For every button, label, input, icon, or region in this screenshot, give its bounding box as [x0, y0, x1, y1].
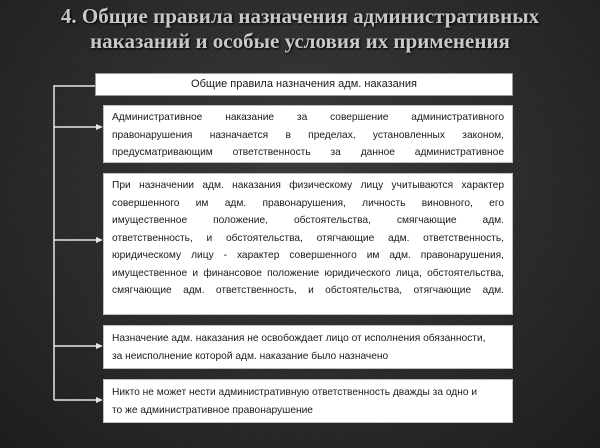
- arrowhead-4: [96, 397, 103, 403]
- rule-box-2-line-3: имущественное положение, обстоятельства, смягчающие адм.: [112, 215, 504, 226]
- rule-box-1-line-2: правонарушения назначается в пределах, установленных законом,: [112, 129, 504, 141]
- diagram-header-label: Общие правила назначения адм. наказания: [191, 78, 417, 90]
- diagram-header-box: [95, 73, 513, 96]
- arrowhead-2: [96, 237, 103, 243]
- rule-box-3-line-1: Назначение адм. наказания не освобождает лицо от исполнения обязанности,: [112, 333, 486, 344]
- rule-box-1-line-3: предусматривающим ответственность за данное административное: [112, 147, 504, 158]
- rule-box-2-line-5: юридическому лицу - характер совершенного им адм. правонарушения,: [112, 250, 504, 261]
- rule-box-2-line-4: ответственность, и обстоятельства, отягчающие адм. ответственность,: [112, 232, 504, 244]
- rule-box-4-line-1: Никто не может нести административную ответственность дважды за одно и: [112, 387, 478, 398]
- connector-trunk: [54, 86, 95, 400]
- rule-box-2-line-2: совершенного им адм. правонарушения, личность виновного, его: [112, 197, 504, 209]
- slide-title-line-1: 4. Общие правила назначения административных: [60, 4, 540, 28]
- rule-box-4-line-2: то же административное правонарушение: [112, 404, 313, 416]
- rule-box-3: [103, 325, 513, 369]
- rule-box-2-line-1: При назначении адм. наказания физическому лицу учитываются характер: [112, 180, 504, 191]
- rule-box-2-line-7: смягчающие адм. ответственность, и обстоятельства, отягчающие адм.: [112, 285, 504, 296]
- rule-box-1-line-1: Административное наказание за совершение административного: [112, 112, 504, 123]
- arrowhead-1: [96, 124, 103, 130]
- rule-box-1: [103, 105, 513, 163]
- rule-box-2: [103, 173, 513, 315]
- rule-box-3-line-2: за неисполнение которой адм. наказание было назначено: [112, 350, 389, 362]
- rule-box-2-line-6: имущественное и финансовое положение юридического лица, обстоятельства,: [112, 267, 504, 279]
- slide-title-line-2: наказаний и особые условия их применения: [90, 29, 510, 53]
- arrowhead-3: [96, 343, 103, 349]
- rule-box-4: [103, 379, 513, 423]
- slide-title: [0, 4, 600, 54]
